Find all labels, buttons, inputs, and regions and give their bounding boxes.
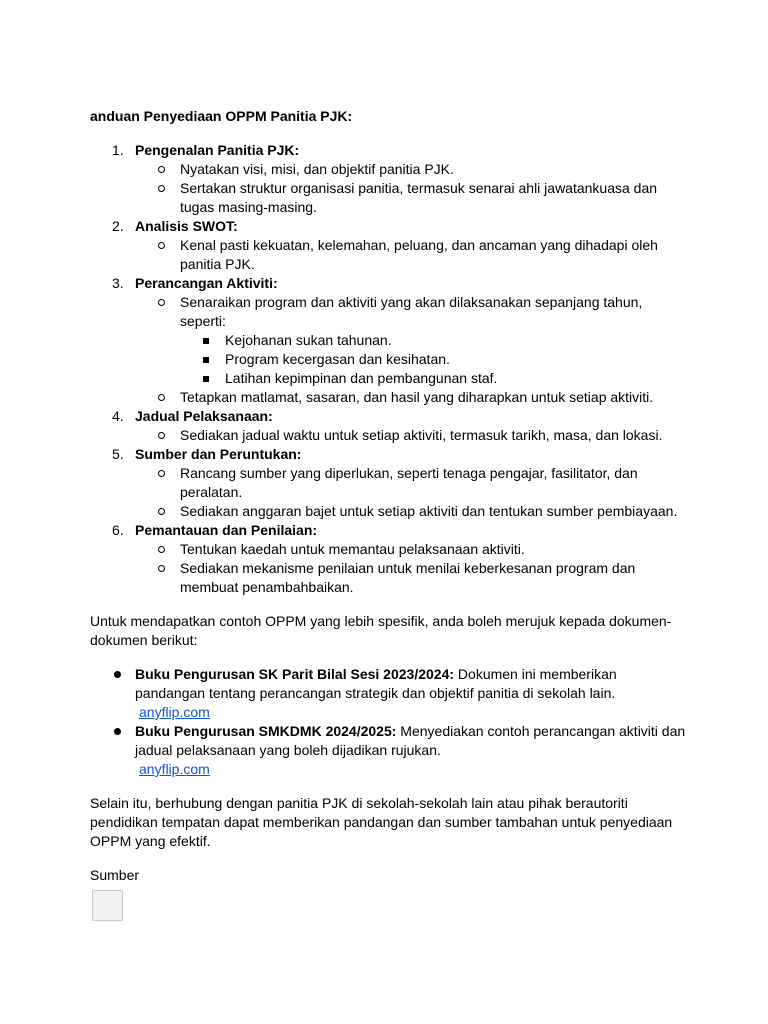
reference-text [135,722,690,760]
reference-description: Menyediakan contoh perancangan aktiviti dan jadual pelaksanaan yang boleh dijadikan rujukan. [135,723,686,758]
list-item-text: Senaraikan program dan aktiviti yang akan dilaksanakan sepanjang tahun, seperti: [180,294,643,329]
closing-paragraph: Selain itu, berhubung dengan panitia PJK di sekolah-sekolah lain atau pihak berautoriti pendidikan tempatan dapat memberikan pandangan dan sumber tambahan untuk penyediaan OPPM yang efektif. [90,795,673,849]
nested-list-item [180,331,690,350]
reference-link[interactable]: anyflip.com [139,761,210,777]
list-item-text: Sertakan struktur organisasi panitia, termasuk senarai ahli jawatankuasa dan tugas masing-masing. [180,180,658,215]
list-item [135,559,690,597]
reference-description: Dokumen ini memberikan pandangan tentang perancangan strategik dan objektif panitia di sekolah lain. [135,666,617,701]
outline-section [90,217,690,274]
hollow-circle-bullet-icon [158,508,165,515]
source-thumbnail-icon[interactable] [92,890,123,921]
section-number: 3. [112,275,124,291]
list-item-text: Sediakan anggaran bajet untuk setiap aktiviti dan tentukan sumber pembiayaan. [180,503,678,519]
square-bullet-icon [203,338,209,344]
reference-item [90,665,690,722]
outline-section [90,521,690,597]
section-item-list [135,236,690,274]
list-item [135,293,690,388]
section-item-list [135,540,690,597]
section-number: 2. [112,218,124,234]
list-item-text: Tentukan kaedah untuk memantau pelaksanaan aktiviti. [180,541,525,557]
section-number: 6. [112,522,124,538]
hollow-circle-bullet-icon [158,432,165,439]
sources-label: Sumber [90,867,140,883]
section-heading: Analisis SWOT: [135,218,238,234]
outline-section [90,141,690,217]
reference-text [135,665,690,703]
hollow-circle-bullet-icon [158,394,165,401]
nested-list-item [180,369,690,388]
list-item [135,179,690,217]
square-bullet-icon [203,357,209,363]
section-heading: Pengenalan Panitia PJK: [135,142,300,158]
hollow-circle-bullet-icon [158,546,165,553]
list-item-text: Sediakan mekanisme penilaian untuk menilai keberkesanan program dan membuat penambahbaikan. [180,560,636,595]
list-item-text: Rancang sumber yang diperlukan, seperti tenaga pengajar, fasilitator, dan peralatan. [180,465,638,500]
list-item [135,426,690,445]
list-item [135,464,690,502]
list-item-text: Nyatakan visi, misi, dan objektif panitia PJK. [180,161,454,177]
nested-list-item [180,350,690,369]
reference-link[interactable]: anyflip.com [139,704,210,720]
nested-item-list [180,331,690,388]
references-intro: Untuk mendapatkan contoh OPPM yang lebih spesifik, anda boleh merujuk kepada dokumen-dokumen berikut: [90,613,672,648]
nested-item-text: Program kecergasan dan kesihatan. [225,351,450,367]
list-item-text: Tetapkan matlamat, sasaran, dan hasil yang diharapkan untuk setiap aktiviti. [180,389,654,405]
square-bullet-icon [203,376,209,382]
section-heading: Jadual Pelaksanaan: [135,408,273,424]
list-item [135,540,690,559]
section-item-list [135,160,690,217]
nested-item-text: Kejohanan sukan tahunan. [225,332,392,348]
section-number: 5. [112,446,124,462]
nested-item-text: Latihan kepimpinan dan pembangunan staf. [225,370,498,386]
document-body [90,107,690,921]
section-heading: Perancangan Aktiviti: [135,275,278,291]
reference-title: Buku Pengurusan SK Parit Bilal Sesi 2023/2024: [135,666,455,682]
section-item-list [135,293,690,407]
hollow-circle-bullet-icon [158,470,165,477]
section-number: 1. [112,142,124,158]
section-number: 4. [112,408,124,424]
section-heading: Pemantauan dan Penilaian: [135,522,318,538]
bullet-dot-icon [114,728,121,735]
reference-title: Buku Pengurusan SMKDMK 2024/2025: [135,723,397,739]
section-heading: Sumber dan Peruntukan: [135,446,302,462]
list-item [135,388,690,407]
list-item-text: Sediakan jadual waktu untuk setiap aktiviti, termasuk tarikh, masa, dan lokasi. [180,427,663,443]
list-item [135,160,690,179]
hollow-circle-bullet-icon [158,565,165,572]
hollow-circle-bullet-icon [158,166,165,173]
document-title: anduan Penyediaan OPPM Panitia PJK: [90,108,353,124]
list-item [135,502,690,521]
hollow-circle-bullet-icon [158,242,165,249]
outline-section [90,407,690,445]
reference-item [90,722,690,779]
bullet-dot-icon [114,671,121,678]
references-list [90,665,690,779]
outline-section [90,274,690,407]
hollow-circle-bullet-icon [158,299,165,306]
outline-list [90,141,690,597]
section-item-list [135,426,690,445]
hollow-circle-bullet-icon [158,185,165,192]
outline-section [90,445,690,521]
section-item-list [135,464,690,521]
list-item [135,236,690,274]
list-item-text: Kenal pasti kekuatan, kelemahan, peluang, dan ancaman yang dihadapi oleh panitia PJK. [180,237,658,272]
